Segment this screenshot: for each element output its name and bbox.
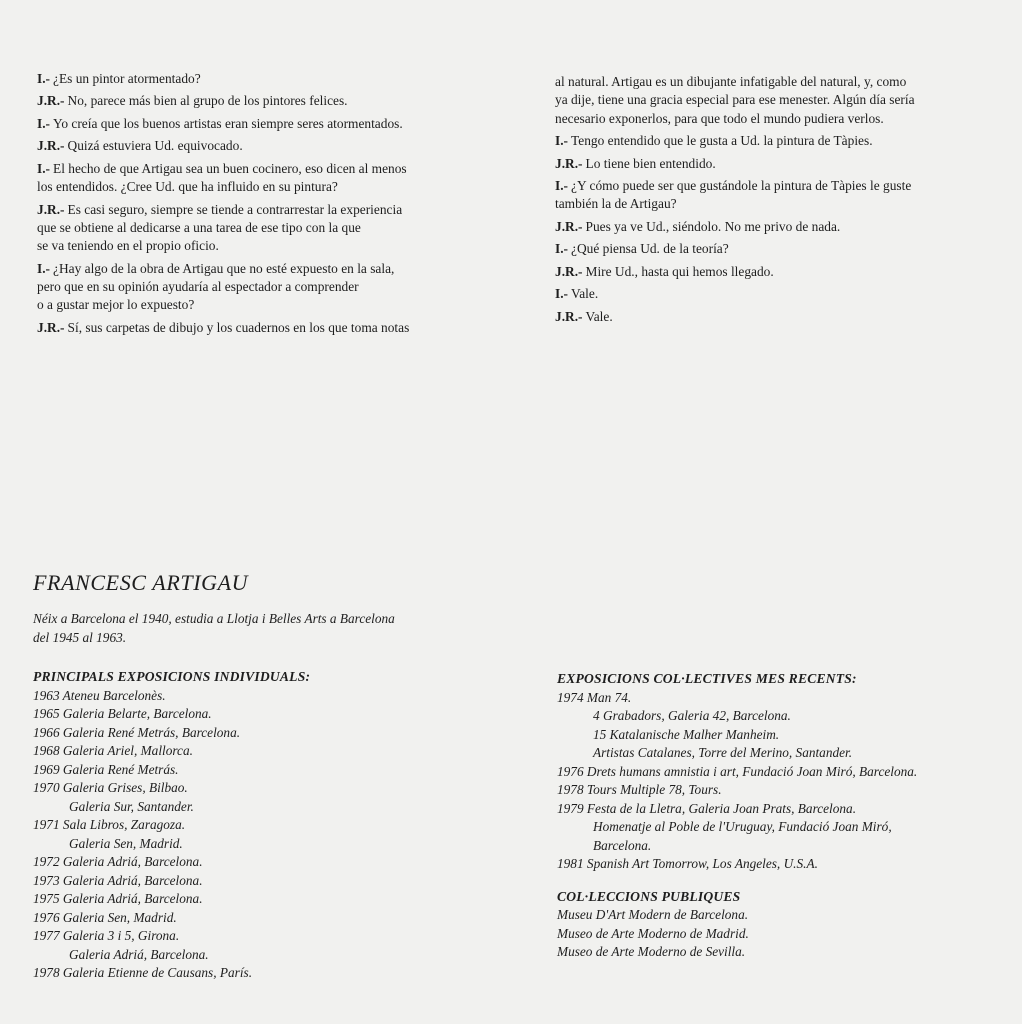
list-item: Galeria Sur, Santander.: [69, 798, 194, 814]
interview-text: El hecho de que Artigau sea un buen cocinero, eso dicen al menos: [53, 160, 407, 176]
interview-line: [37, 219, 507, 237]
interview-paragraph: [555, 132, 995, 150]
speaker-label: J.R.-: [37, 138, 65, 154]
collective-exhibitions-section: [557, 670, 1017, 962]
list-item: 4 Grabadors, Galeria 42, Barcelona.: [593, 708, 791, 723]
list-item: 15 Katalanische Malher Manheim.: [593, 726, 780, 742]
interview-line: [37, 115, 507, 133]
list-item: Museu D'Art Modern de Barcelona.: [557, 907, 749, 922]
collective-exhibitions-heading: EXPOSICIONS COL·LECTIVES MES RECENTS:: [557, 671, 857, 686]
interview-text: ¿Y cómo puede ser que gustándole la pintura de Tàpies le guste: [571, 178, 912, 194]
interview-line: [37, 319, 507, 337]
bio-line: del 1945 al 1963.: [33, 629, 127, 645]
interview-text: Tengo entendido que le gusta a Ud. la pintura de Tàpies.: [571, 133, 873, 149]
list-item: 1963 Ateneu Barcelonès.: [33, 687, 166, 703]
interview-paragraph: [37, 319, 507, 337]
speaker-label: I.-: [555, 178, 569, 194]
interview-paragraph: [555, 263, 995, 281]
list-item: Barcelona.: [593, 837, 652, 853]
list-item: 1975 Galeria Adriá, Barcelona.: [33, 891, 203, 906]
interview-line: [37, 237, 507, 255]
list-item: Galeria Sen, Madrid.: [69, 835, 183, 851]
speaker-label: J.R.-: [555, 155, 583, 171]
collective-exhibitions-list: [557, 689, 1017, 874]
interview-right-column: [555, 73, 995, 330]
interview-line: [555, 195, 995, 213]
list-item: 1976 Galeria Sen, Madrid.: [33, 909, 177, 925]
speaker-label: I.-: [555, 133, 569, 149]
speaker-label: J.R.-: [37, 93, 65, 109]
list-item: 1978 Galeria Etienne de Causans, París.: [33, 965, 253, 980]
list-item: 1965 Galeria Belarte, Barcelona.: [33, 706, 212, 721]
interview-line: [555, 218, 995, 236]
interview-paragraph: [555, 285, 995, 303]
interview-line: [37, 201, 507, 219]
interview-line: [37, 178, 507, 196]
individual-exhibitions-heading: PRINCIPALS EXPOSICIONS INDIVIDUALS:: [33, 669, 311, 684]
list-item: 1978 Tours Multiple 78, Tours.: [557, 782, 722, 797]
list-item: 1976 Drets humans amnistia i art, Fundació Joan Miró, Barcelona.: [557, 763, 918, 779]
list-item: Homenatje al Poble de l'Uruguay, Fundació Joan Miró,: [593, 819, 892, 834]
interview-text: se va teniendo en el propio oficio.: [37, 238, 219, 254]
interview-paragraph: [37, 201, 507, 256]
artist-bio-section: [33, 570, 513, 983]
speaker-label: I.-: [37, 71, 51, 86]
interview-paragraph: [37, 137, 507, 155]
interview-text: Vale.: [571, 286, 599, 302]
list-item: 1974 Man 74.: [557, 689, 632, 705]
list-item: 1973 Galeria Adriá, Barcelona.: [33, 872, 203, 888]
interview-line: [37, 278, 507, 296]
bio-line: Néix a Barcelona el 1940, estudia a Llotja i Belles Arts a Barcelona: [33, 611, 395, 626]
interview-text: Lo tiene bien entendido.: [585, 155, 716, 171]
interview-text: o a gustar mejor lo expuesto?: [37, 297, 195, 313]
individual-exhibitions-list: [33, 687, 513, 983]
interview-paragraph: [555, 308, 995, 326]
interview-line: [555, 177, 995, 195]
speaker-label: I.-: [555, 241, 569, 257]
interview-text: al natural. Artigau es un dibujante infatigable del natural, y, como: [555, 74, 907, 89]
list-item: Museo de Arte Moderno de Madrid.: [557, 925, 749, 941]
public-collections-section: [557, 888, 1017, 962]
speaker-label: J.R.-: [555, 218, 583, 234]
interview-text: también la de Artigau?: [555, 196, 677, 212]
interview-left-column: [37, 70, 507, 341]
interview-text: Pues ya ve Ud., siéndolo. No me privo de nada.: [585, 218, 841, 234]
interview-text: ¿Hay algo de la obra de Artigau que no esté expuesto en la sala,: [53, 260, 395, 276]
speaker-label: J.R.-: [37, 319, 65, 335]
speaker-label: I.-: [555, 286, 569, 302]
speaker-label: I.-: [37, 115, 51, 131]
interview-text: Yo creía que los buenos artistas eran siempre seres atormentados.: [53, 115, 403, 131]
interview-text: que se obtiene al dedicarse a una tarea de ese tipo con la que: [37, 220, 361, 236]
speaker-label: I.-: [37, 160, 51, 176]
interview-line: [555, 285, 995, 303]
public-collections-heading: COL·LECCIONS PUBLIQUES: [557, 888, 741, 904]
interview-line: [555, 91, 995, 109]
list-item: Galeria Adriá, Barcelona.: [69, 946, 209, 962]
interview-text: Es casi seguro, siempre se tiende a contrarrestar la experiencia: [67, 201, 403, 217]
interview-paragraph: [555, 155, 995, 173]
interview-text: ¿Qué piensa Ud. de la teoría?: [571, 241, 729, 257]
list-item: 1977 Galeria 3 i 5, Girona.: [33, 928, 180, 943]
interview-paragraph: [37, 70, 507, 88]
interview-line: [37, 296, 507, 314]
interview-paragraph: [37, 92, 507, 110]
interview-text: ¿Es un pintor atormentado?: [53, 71, 201, 86]
interview-paragraph: [555, 73, 995, 128]
list-item: Artistas Catalanes, Torre del Merino, Santander.: [593, 745, 853, 760]
interview-line: [555, 240, 995, 258]
interview-paragraph: [37, 160, 507, 197]
interview-paragraph: [37, 260, 507, 315]
interview-text: pero que en su opinión ayudaría al espectador a comprender: [37, 279, 359, 295]
list-item: 1969 Galeria René Metrás.: [33, 761, 179, 777]
interview-text: los entendidos. ¿Cree Ud. que ha influido en su pintura?: [37, 179, 338, 195]
interview-line: [37, 137, 507, 155]
list-item: 1971 Sala Libros, Zaragoza.: [33, 817, 186, 832]
list-item: 1966 Galeria René Metrás, Barcelona.: [33, 724, 241, 740]
interview-text: ya dije, tiene una gracia especial para ese menester. Algún día sería: [555, 92, 915, 108]
interview-paragraph: [555, 177, 995, 214]
interview-line: [37, 160, 507, 178]
list-item: 1979 Festa de la Lletra, Galeria Joan Prats, Barcelona.: [557, 800, 857, 816]
speaker-label: J.R.-: [555, 308, 583, 324]
interview-line: [555, 110, 995, 128]
interview-text: necesario exponerlos, para que todo el mundo pudiera verlos.: [555, 110, 884, 126]
list-item: 1970 Galeria Grises, Bilbao.: [33, 780, 188, 795]
interview-line: [555, 155, 995, 173]
interview-paragraph: [37, 115, 507, 133]
interview-text: No, parece más bien al grupo de los pintores felices.: [67, 93, 348, 109]
artist-name: FRANCESC ARTIGAU: [33, 570, 249, 595]
artist-bio: [33, 610, 513, 647]
list-item: 1972 Galeria Adriá, Barcelona.: [33, 854, 203, 869]
list-item: 1981 Spanish Art Tomorrow, Los Angeles, U.S.A.: [557, 856, 818, 871]
interview-line: [555, 132, 995, 150]
interview-line: [555, 308, 995, 326]
interview-line: [555, 263, 995, 281]
public-collections-list: [557, 906, 1017, 962]
speaker-label: J.R.-: [555, 263, 583, 279]
list-item: 1968 Galeria Ariel, Mallorca.: [33, 743, 193, 758]
interview-text: Vale.: [585, 308, 613, 324]
interview-line: [37, 70, 507, 88]
interview-text: Quizá estuviera Ud. equivocado.: [67, 138, 243, 154]
interview-paragraph: [555, 218, 995, 236]
interview-line: [555, 73, 995, 91]
interview-text: Sí, sus carpetas de dibujo y los cuadernos en los que toma notas: [67, 319, 410, 335]
interview-text: Mire Ud., hasta qui hemos llegado.: [585, 263, 774, 279]
speaker-label: J.R.-: [37, 201, 65, 217]
interview-line: [37, 260, 507, 278]
list-item: Museo de Arte Moderno de Sevilla.: [557, 944, 746, 959]
interview-line: [37, 92, 507, 110]
speaker-label: I.-: [37, 260, 51, 276]
interview-paragraph: [555, 240, 995, 258]
